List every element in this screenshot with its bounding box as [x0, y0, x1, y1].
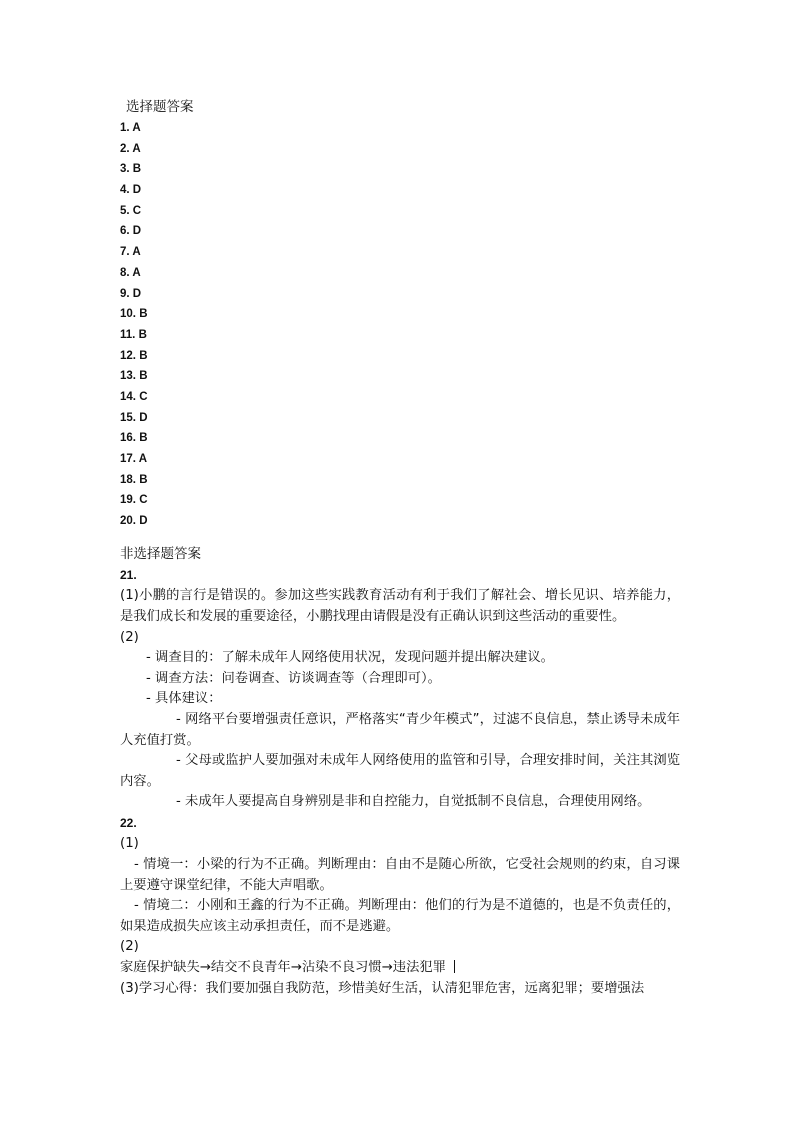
q22-chain	[120, 958, 680, 979]
mc-answer-item	[120, 428, 680, 449]
mc-answer-item	[120, 490, 680, 511]
q22-number-text: 22.	[120, 815, 137, 830]
mc-answer-letter: B	[139, 370, 148, 383]
q21-number	[120, 565, 680, 587]
q22-part3: (3)学习心得：我们要加强自我防范，珍惜美好生活，认清犯罪危害，远离犯罪；要增强法	[120, 980, 645, 996]
mc-answer-letter: B	[132, 163, 142, 176]
q22-part2-label: (2)	[120, 939, 139, 955]
mc-question-number: 12 .	[120, 350, 139, 362]
q22-case1: - 情境一：小梁的行为不正确。判断理由：自由不是随心所欲，它受社会规则的约束，自习课上要遵守课堂纪律，不能大声唱歌。	[120, 857, 680, 893]
mc-answer-letter: A	[132, 266, 141, 279]
mc-answer-item	[120, 159, 680, 180]
q21-suggestion-3: - 未成年人要提高自身辨别是非和自控能力，自觉抵制不良信息，合理使用网络。	[176, 794, 651, 810]
mc-answer-item	[120, 449, 680, 470]
q21-suggestion-1: - 网络平台要增强责任意识，严格落实“青少年模式”，过滤不良信息，禁止诱导未成年人充值打赏。	[120, 711, 680, 748]
mc-answer-item	[120, 201, 680, 222]
mc-question-number: 18 .	[120, 474, 139, 486]
mc-answer-item	[120, 118, 680, 139]
text-cursor	[454, 960, 455, 973]
mc-answer-letter: A	[132, 122, 141, 134]
q21-part2-label: (2)	[120, 629, 139, 645]
mc-question-number: 13 .	[120, 370, 139, 382]
mc-question-number: 7 .	[120, 246, 132, 258]
mc-question-number: 14 .	[120, 391, 139, 403]
mc-answer-letter: D	[139, 411, 148, 424]
q21-method: - 调查方法：问卷调查、访谈调查等（合理即可）。	[146, 670, 441, 686]
mc-answer-letter: A	[138, 453, 148, 465]
mc-question-number: 15 .	[120, 412, 139, 424]
mc-question-number: 19 .	[120, 494, 139, 506]
mc-answer-item	[120, 139, 680, 160]
q21-suggestion-label: - 具体建议：	[146, 691, 222, 707]
mc-question-number: 10 .	[120, 308, 139, 320]
mc-answer-list	[120, 118, 680, 532]
mc-question-number: 1 .	[120, 122, 132, 134]
q22-chain-text: 家庭保护缺失→结交不良青年→沾染不良习惯→违法犯罪	[120, 960, 446, 976]
mc-answer-letter: B	[139, 473, 148, 486]
mc-answer-item	[120, 263, 680, 284]
mc-question-number: 3 .	[120, 163, 133, 175]
mc-question-number: 8 .	[120, 267, 132, 279]
q21-purpose: - 调查目的：了解未成年人网络使用状况，发现问题并提出解决建议。	[146, 650, 554, 666]
mc-answer-letter: C	[139, 494, 148, 507]
mc-answer-item	[120, 180, 680, 201]
mc-answer-letter: D	[132, 287, 142, 300]
mc-answer-letter: B	[138, 328, 147, 341]
mc-answer-letter: D	[132, 225, 142, 238]
mc-question-number: 9 .	[120, 288, 133, 300]
q22-number	[120, 813, 680, 835]
mc-answer-letter: D	[132, 184, 142, 197]
mc-answer-letter: A	[132, 246, 141, 259]
mc-answer-item	[120, 346, 680, 367]
mc-question-number: 11 .	[120, 329, 139, 341]
mc-answer-letter: C	[139, 390, 148, 403]
mc-answer-letter: B	[139, 349, 148, 362]
mc-answer-letter: A	[132, 142, 141, 155]
mc-question-number: 2 .	[120, 143, 132, 155]
mc-question-number: 6 .	[120, 225, 133, 237]
mc-answer-item	[120, 284, 680, 305]
mc-answer-item	[120, 511, 680, 532]
mc-question-number: 20 .	[120, 515, 139, 527]
mc-answer-item	[120, 408, 680, 429]
mc-answer-letter: C	[132, 204, 142, 217]
mc-answer-item	[120, 325, 680, 346]
mc-question-number: 5 .	[120, 205, 133, 217]
mc-answer-item	[120, 304, 680, 325]
section-gap	[120, 532, 680, 544]
mc-answer-letter: B	[139, 308, 148, 321]
mc-answer-letter: D	[139, 515, 148, 528]
mc-question-number: 4 .	[120, 184, 133, 196]
q21-part1: (1)小鹏的言行是错误的。参加这些实践教育活动有利于我们了解社会、增长见识、培养能力，是我们成长和发展的重要途径，小鹏找理由请假是没有正确认识到这些活动的重要性。	[120, 588, 680, 624]
mc-answer-letter: B	[139, 432, 148, 445]
mc-answer-item	[120, 470, 680, 491]
q21-number-text: 21.	[120, 567, 137, 582]
mc-answer-item	[120, 366, 680, 387]
mc-answer-item	[120, 387, 680, 408]
mc-question-number: 17 .	[120, 453, 139, 465]
q21-suggestion-2: - 父母或监护人要加强对未成年人网络使用的监管和引导，合理安排时间，关注其浏览内容。	[120, 753, 680, 789]
mc-question-number: 16 .	[120, 432, 139, 444]
mc-answer-item	[120, 242, 680, 263]
answer-key-content	[120, 97, 680, 999]
free-section-title: 非选择题答案	[120, 545, 201, 562]
q22-part1-label: (1)	[120, 836, 139, 852]
mc-answer-item	[120, 221, 680, 242]
q22-case2: - 情境二：小刚和王鑫的行为不正确。判断理由：他们的行为是不道德的，也是不负责任的，如果造成损失应该主动承担责任，而不是逃避。	[120, 898, 680, 934]
mc-section-title: 选择题答案	[126, 99, 194, 115]
